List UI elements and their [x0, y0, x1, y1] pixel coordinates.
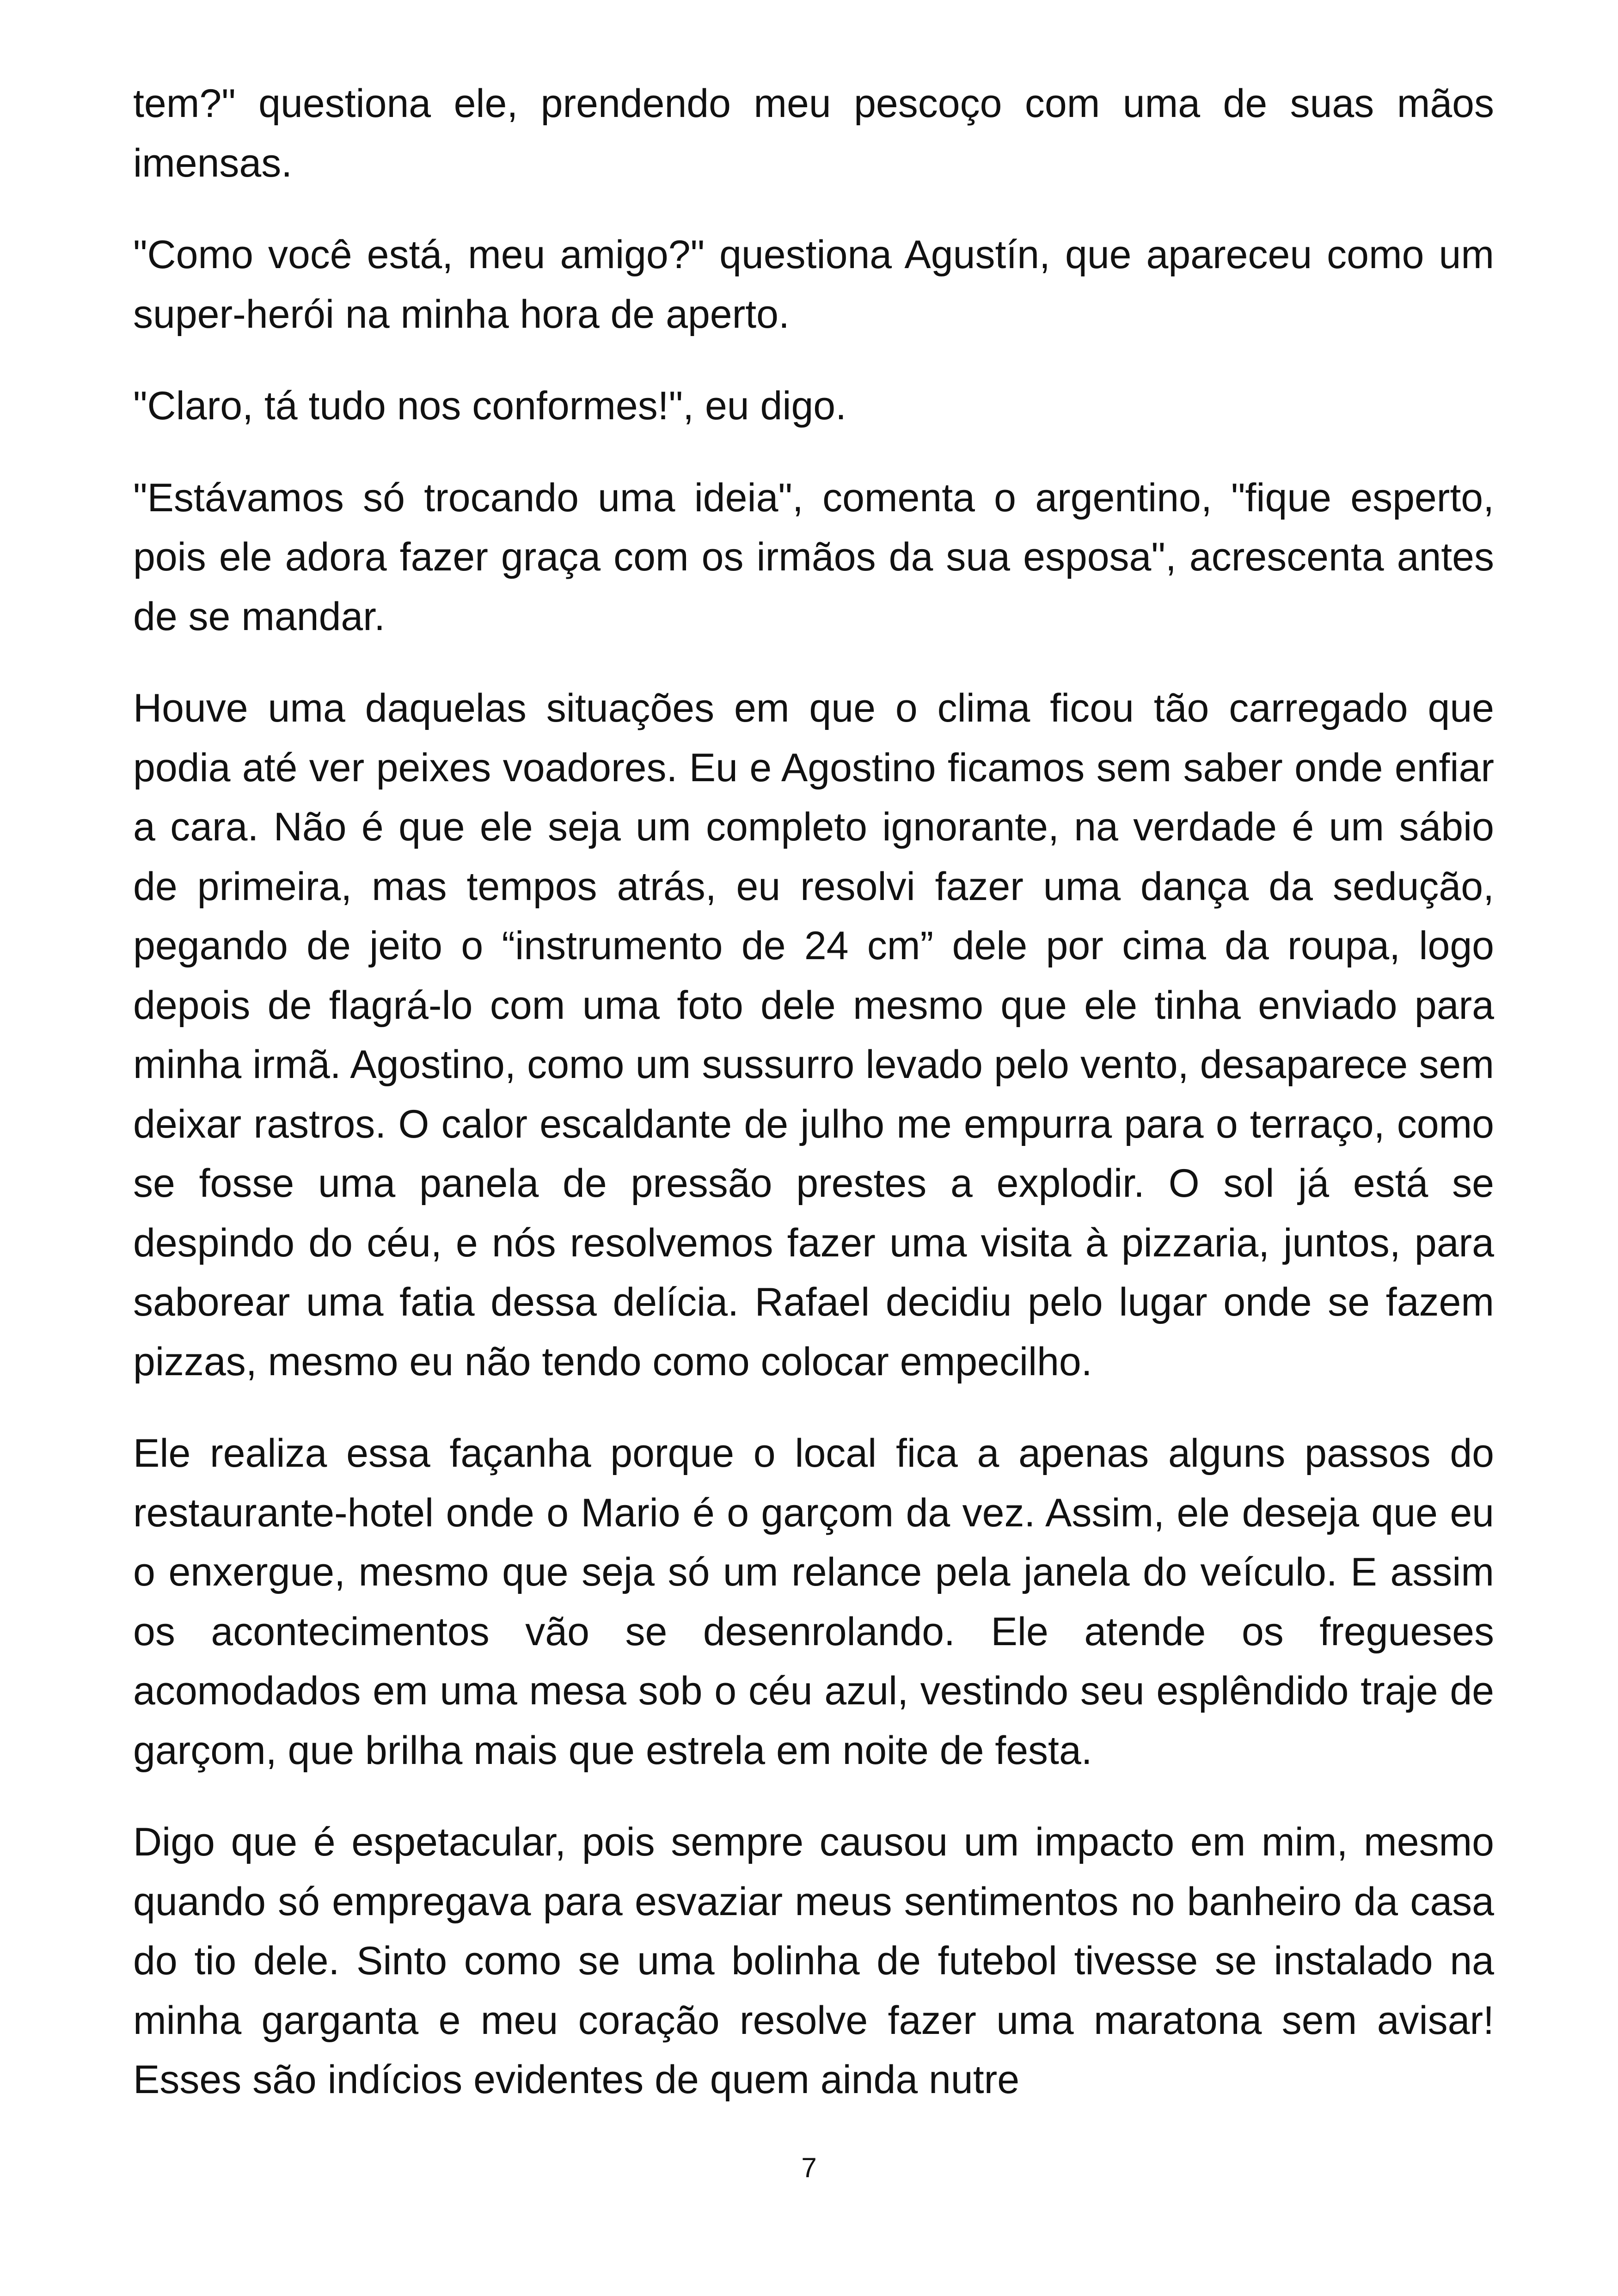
paragraph: Ele realiza essa façanha porque o local fica a apenas alguns passos do restaurante-hotel onde o Mario é o garçom da vez. Assim, ele deseja que eu o enxergue, mesmo que seja só um relance pela janela do veículo. E assim os acontecimentos vão se desenrolando. Ele atende os fregueses acomodados em uma mesa sob o céu azul, vestindo seu esplêndido traje de garçom, que brilha mais que estrela em noite de festa. — [133, 1431, 1494, 1773]
page-number: 7 — [801, 2152, 817, 2183]
body-text — [133, 74, 1494, 2142]
paragraph: Digo que é espetacular, pois sempre causou um impacto em mim, mesmo quando só empregava para esvaziar meus sentimentos no banheiro da casa do tio dele. Sinto como se uma bolinha de futebol tivesse se instalado na minha garganta e meu coração resolve fazer uma maratona sem avisar! Esses são indícios evidentes de quem ainda nutre — [133, 1820, 1494, 2102]
paragraph: "Como você está, meu amigo?" questiona Agustín, que apareceu como um super-herói na minha hora de aperto. — [133, 233, 1494, 337]
paragraph: tem?" questiona ele, prendendo meu pescoço com uma de suas mãos imensas. — [133, 81, 1494, 185]
paragraph: "Claro, tá tudo nos conformes!", eu digo. — [133, 384, 847, 428]
paragraph: Houve uma daquelas situações em que o clima ficou tão carregado que podia até ver peixes voadores. Eu e Agostino ficamos sem saber onde enfiar a cara. Não é que ele seja um completo ignorante, na verdade é um sábio de primeira, mas tempos atrás, eu resolvi fazer uma dança da sedução, pegando de jeito o “instrumento de 24 cm” dele por cima da roupa, logo depois de flagrá-lo com uma foto dele mesmo que ele tinha enviado para minha irmã. Agostino, como um sussurro levado pelo vento, desaparece sem deixar rastros. O calor escaldante de julho me empurra para o terraço, como se fosse uma panela de pressão prestes a explodir. O sol já está se despindo do céu, e nós resolvemos fazer uma visita à pizzaria, juntos, para saborear uma fatia dessa delícia. Rafael decidiu pelo lugar onde se fazem pizzas, mesmo eu não tendo como colocar empecilho. — [133, 686, 1494, 1384]
paragraph: "Estávamos só trocando uma ideia", comenta o argentino, "fique esperto, pois ele adora fazer graça com os irmãos da sua esposa", acrescenta antes de se mandar. — [133, 475, 1494, 639]
